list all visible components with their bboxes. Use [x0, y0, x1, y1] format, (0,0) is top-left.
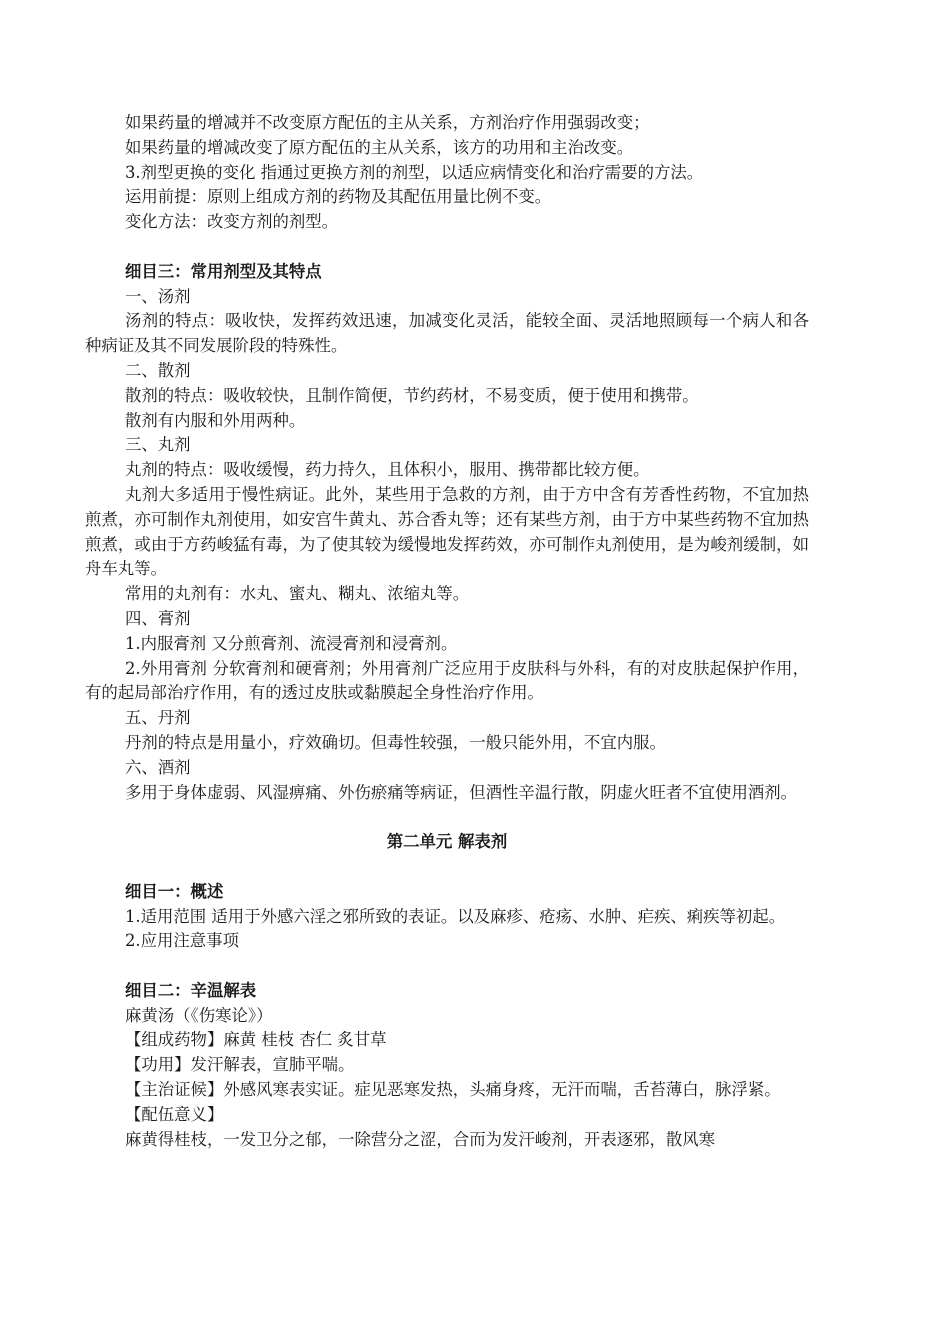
text-line: 常用的丸剂有：水丸、蜜丸、糊丸、浓缩丸等。 [125, 584, 470, 604]
subheading: 四、膏剂 [125, 608, 191, 628]
text-line: 散剂的特点：吸收较快，且制作简便，节约药材，不易变质，便于使用和携带。 [125, 385, 699, 405]
text-line: 1.内服膏剂 又分煎膏剂、流浸膏剂和浸膏剂。 [125, 633, 458, 653]
text-line: 如果药量的增减并不改变原方配伍的主从关系，方剂治疗作用强弱改变； [125, 113, 650, 132]
subheading: 五、丹剂 [125, 708, 191, 728]
text-line: 【功用】发汗解表，宣肺平喘。 [125, 1055, 355, 1075]
text-line: 2.应用注意事项 [125, 931, 239, 951]
text-line: 【配伍意义】 [125, 1104, 224, 1124]
text-line: 3.剂型更换的变化 指通过更换方剂的剂型，以适应病情变化和治疗需要的方法。 [125, 162, 704, 182]
unit-title: 第二单元 解表剂 [386, 832, 508, 852]
subheading: 二、散剂 [125, 360, 191, 380]
paragraph: 2.外用膏剂 分软膏剂和硬膏剂；外用膏剂广泛应用于皮肤科与外科，有的对皮肤起保护作用，有的起局部治疗作用，有的透过皮肤或黏膜起全身性治疗作用。 [85, 658, 809, 703]
text-line: 运用前提：原则上组成方剂的药物及其配伍用量比例不变。 [125, 187, 552, 207]
section-heading: 细目一：概述 [125, 881, 224, 901]
subheading: 六、酒剂 [125, 757, 191, 777]
formula-title: 麻黄汤（《伤寒论》） [125, 1005, 273, 1025]
paragraph: 多用于身体虚弱、风湿痹痛、外伤瘀痛等病证，但酒性辛温行散，阴虚火旺者不宜使用酒剂。 [125, 782, 798, 802]
paragraph: 汤剂的特点：吸收快，发挥药效迅速，加减变化灵活，能较全面、灵活地照顾每一个病人和各种病证及其不同发展阶段的特殊性。 [85, 311, 809, 356]
paragraph: 丸剂大多适用于慢性病证。此外，某些用于急救的方剂，由于方中含有芳香性药物，不宜加热煎煮，亦可制作丸剂使用，如安宫牛黄丸、苏合香丸等；还有某些方剂，由于方中某些药物不宜加热煎煮，或由于方药峻猛有毒，为了使其较为缓慢地发挥药效，亦可制作丸剂使用，是为峻剂缓制，如舟车丸等。 [85, 484, 809, 579]
text-line: 【组成药物】麻黄 桂枝 杏仁 炙甘草 [125, 1030, 387, 1050]
paragraph: 1.适用范围 适用于外感六淫之邪所致的表证。以及麻疹、疮疡、水肿、疟疾、痢疾等初起。 [125, 906, 786, 926]
section-heading: 细目二：辛温解表 [125, 980, 257, 1000]
subheading: 一、汤剂 [125, 286, 191, 306]
section-heading: 细目三：常用剂型及其特点 [125, 261, 322, 281]
text-line: 散剂有内服和外用两种。 [125, 410, 306, 430]
subheading: 三、丸剂 [125, 435, 191, 455]
document-page [85, 111, 809, 1152]
text-line: 如果药量的增减改变了原方配伍的主从关系，该方的功用和主治改变。 [125, 137, 634, 157]
paragraph: 【主治证候】外感风寒表实证。症见恶寒发热，头痛身疼，无汗而喘，舌苔薄白，脉浮紧。 [125, 1080, 781, 1100]
text-line: 变化方法：改变方剂的剂型。 [125, 212, 339, 232]
text-line: 丹剂的特点是用量小，疗效确切。但毒性较强，一般只能外用，不宜内服。 [125, 732, 666, 752]
text-line: 麻黄得桂枝，一发卫分之郁，一除营分之涩，合而为发汗峻剂，开表逐邪，散风寒 [125, 1129, 716, 1149]
text-line: 丸剂的特点：吸收缓慢，药力持久，且体积小，服用、携带都比较方便。 [125, 460, 650, 480]
